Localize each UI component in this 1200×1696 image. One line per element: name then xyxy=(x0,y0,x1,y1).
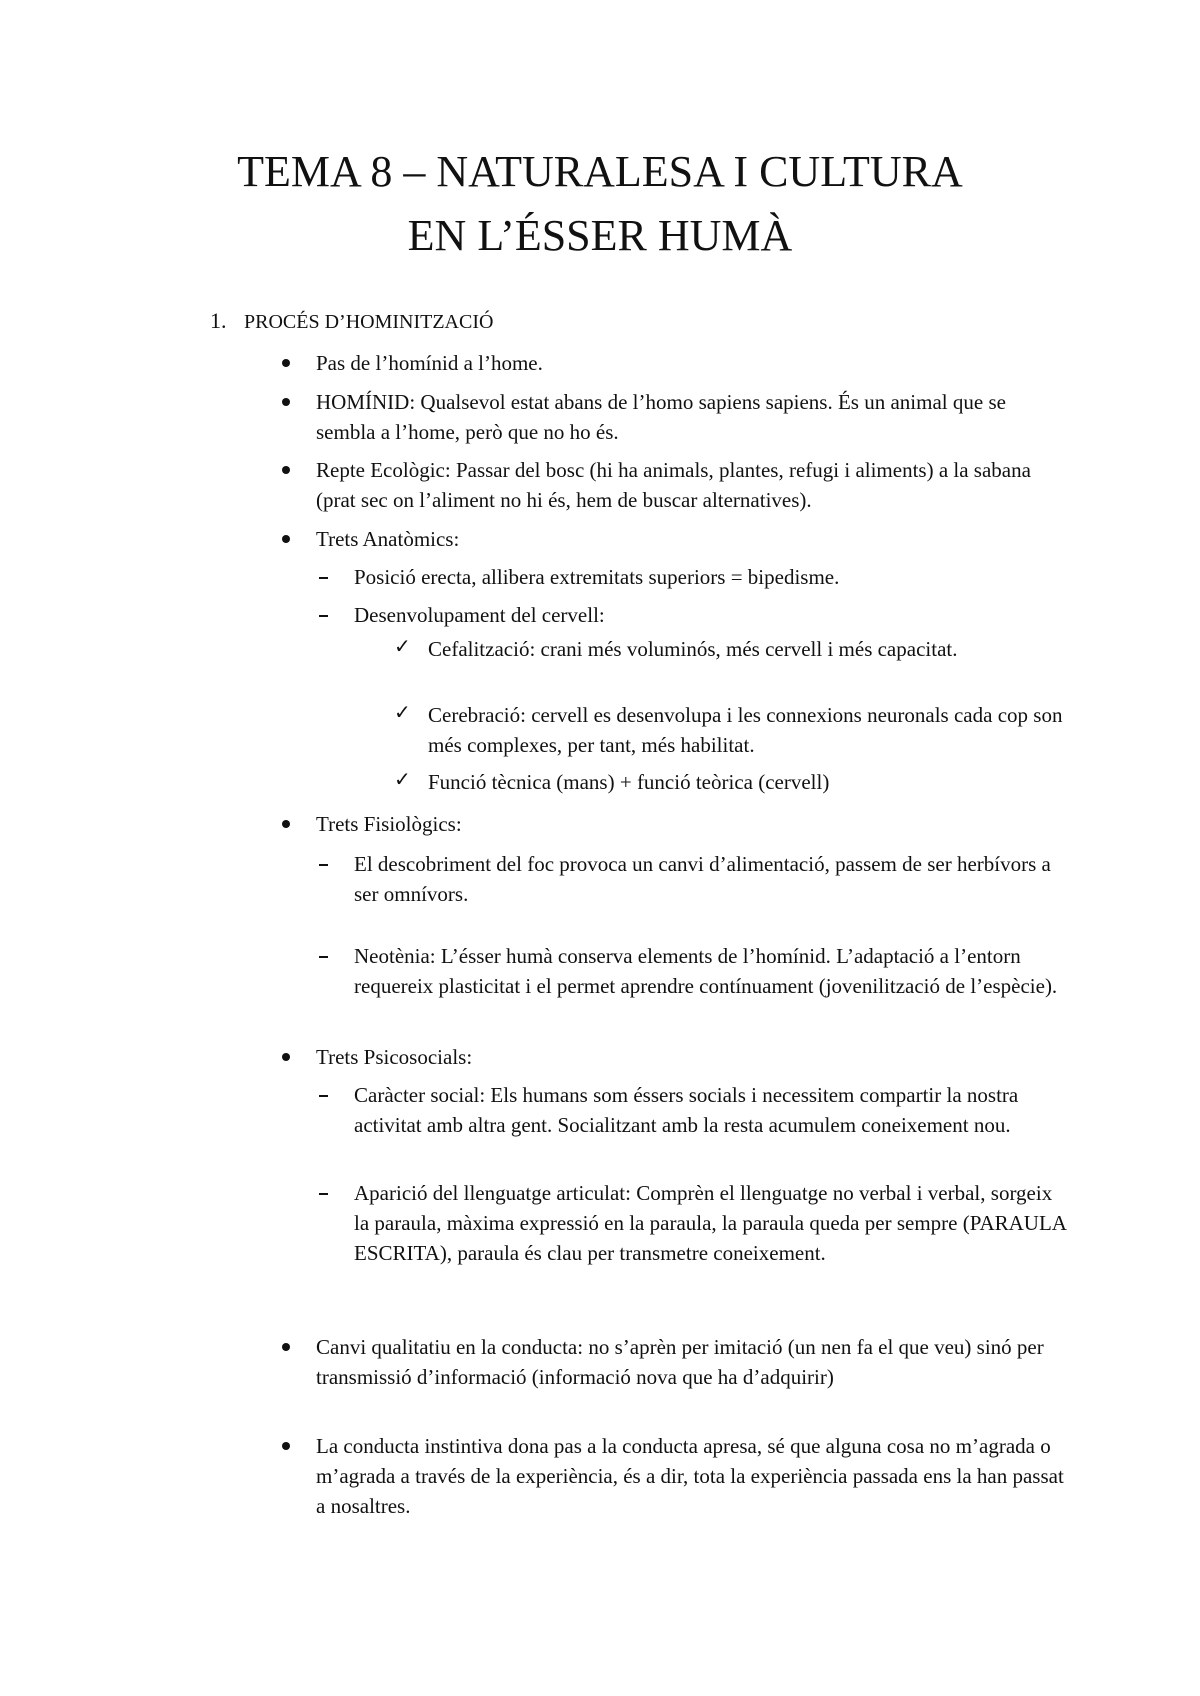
bullet-icon xyxy=(282,1442,290,1450)
list-item: Aparició del llenguatge articulat: Comprèn el llenguatge no verbal i verbal, sorgeix la paraula, màxima expressió en la paraula, la paraula queda per sempre (PARAULA ESCRITA), paraula és clau per transmetre coneixement. xyxy=(354,1181,1066,1265)
dash-icon xyxy=(319,956,328,958)
bullet-icon xyxy=(282,820,290,828)
bullet-icon xyxy=(282,1053,290,1061)
page-title xyxy=(0,140,1200,268)
section-heading xyxy=(210,306,493,337)
bullet-icon xyxy=(282,398,290,406)
list-item: Trets Psicosocials: xyxy=(316,1045,473,1069)
list-item: Cefalització: crani més voluminós, més cervell i més capacitat. xyxy=(428,637,958,661)
dash-icon xyxy=(319,864,328,866)
bullet-icon xyxy=(282,535,290,543)
section-number: 1. xyxy=(210,308,227,333)
title-line-1: TEMA 8 – NATURALESA I CULTURA xyxy=(237,147,963,196)
list-item: Canvi qualitatiu en la conducta: no s’aprèn per imitació (un nen fa el que veu) sinó per transmissió d’informació (informació nova que ha d’adquirir) xyxy=(316,1335,1044,1389)
section-title: PROCÉS D’HOMINITZACIÓ xyxy=(244,311,494,333)
checkmark-icon: ✓ xyxy=(394,634,411,658)
list-item: HOMÍNID: Qualsevol estat abans de l’homo sapiens sapiens. És un animal que se sembla a l’home, però que no ho és. xyxy=(316,390,1006,444)
list-item: Funció tècnica (mans) + funció teòrica (cervell) xyxy=(428,770,830,794)
dash-icon xyxy=(319,577,328,579)
bullet-icon xyxy=(282,1343,290,1351)
dash-icon xyxy=(319,1193,328,1195)
checkmark-icon: ✓ xyxy=(394,767,411,791)
list-item: La conducta instintiva dona pas a la conducta apresa, sé que alguna cosa no m’agrada o m’agrada a través de la experiència, és a dir, tota la experiència passada ens la han passat a nosaltres. xyxy=(316,1434,1064,1518)
bullet-icon xyxy=(282,359,290,367)
bullet-icon xyxy=(282,466,290,474)
list-item: Neotènia: L’ésser humà conserva elements de l’homínid. L’adaptació a l’entorn requereix plasticitat i el permet aprendre contínuament (jovenilització de l’espècie). xyxy=(354,944,1058,998)
list-item: Desenvolupament del cervell: xyxy=(354,603,605,627)
dash-icon xyxy=(319,615,328,617)
dash-icon xyxy=(319,1095,328,1097)
list-item: Trets Fisiològics: xyxy=(316,812,462,836)
list-item: Posició erecta, allibera extremitats superiors = bipedisme. xyxy=(354,565,840,589)
list-item: Cerebració: cervell es desenvolupa i les connexions neuronals cada cop son més complexes, per tant, més habilitat. xyxy=(428,703,1063,757)
list-item: El descobriment del foc provoca un canvi d’alimentació, passem de ser herbívors a ser omnívors. xyxy=(354,852,1051,906)
list-item: Trets Anatòmics: xyxy=(316,527,460,551)
list-item: Caràcter social: Els humans som éssers socials i necessitem compartir la nostra activitat amb altra gent. Socialitzant amb la resta acumulem coneixement nou. xyxy=(354,1083,1019,1137)
list-item: Repte Ecològic: Passar del bosc (hi ha animals, plantes, refugi i aliments) a la sabana (prat sec on l’aliment no hi és, hem de buscar alternatives). xyxy=(316,458,1031,512)
list-item: Pas de l’homínid a l’home. xyxy=(316,351,543,375)
title-line-2: EN L’ÉSSER HUMÀ xyxy=(407,211,793,260)
checkmark-icon: ✓ xyxy=(394,700,411,724)
